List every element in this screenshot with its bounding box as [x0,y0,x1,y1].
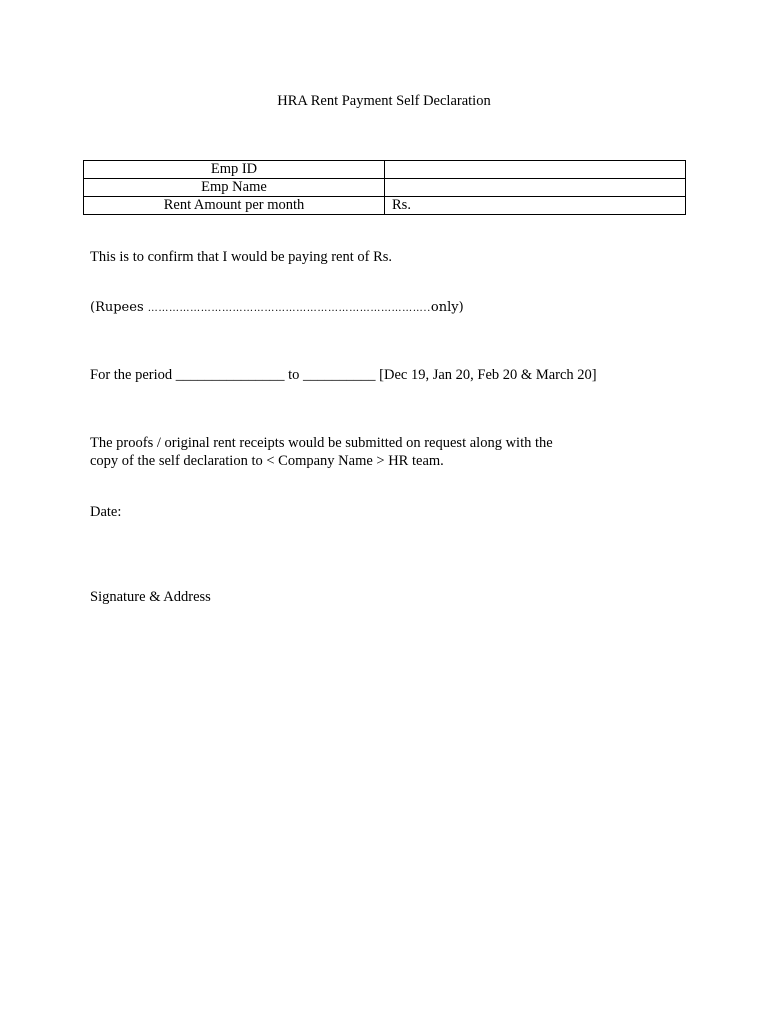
rent-amount-value: Rs. [385,197,686,215]
confirm-paragraph: This is to confirm that I would be paying rent of Rs. [90,249,393,265]
proofs-line-1: The proofs / original rent receipts would be submitted on request along with the [90,435,553,451]
date-label: Date: [90,504,122,520]
document-title: HRA Rent Payment Self Declaration [277,93,491,109]
proofs-line-2: copy of the self declaration to < Company Name > HR team. [90,453,444,469]
emp-name-value [385,179,686,197]
table-row [84,161,686,179]
rupees-suffix: only) [430,300,464,315]
table-row [84,197,686,215]
employee-info-table [83,160,686,215]
period-paragraph: For the period _______________ to __________ [Dec 19, Jan 20, Feb 20 & March 20] [90,367,597,383]
rupees-prefix: (Rupees [90,300,148,315]
emp-id-label: Emp ID [84,161,385,179]
rupees-line [90,300,464,315]
rupees-dotted-blank: …………………………………………………………………….. [147,303,431,314]
signature-label: Signature & Address [90,589,211,605]
table-row [84,179,686,197]
emp-name-label: Emp Name [84,179,385,197]
emp-id-value [385,161,686,179]
rent-amount-label: Rent Amount per month [84,197,385,215]
